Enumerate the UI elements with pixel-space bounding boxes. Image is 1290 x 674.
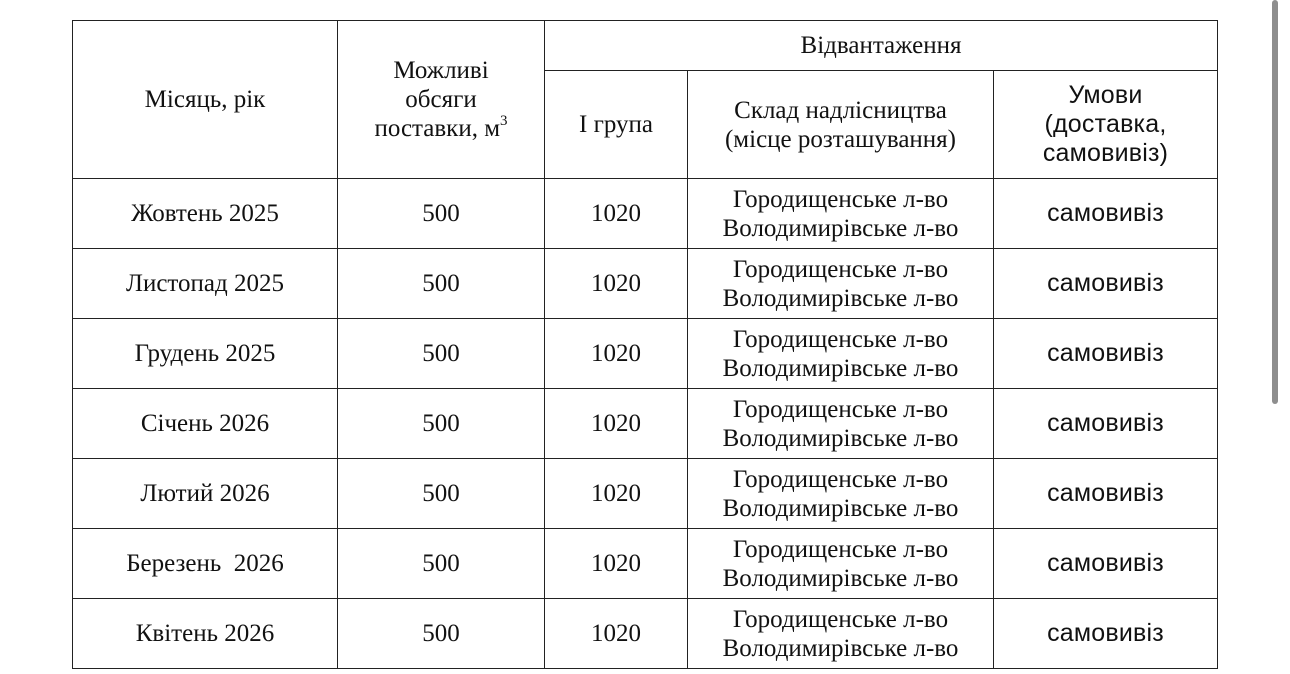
cell-month: Лютий 2026 — [73, 459, 338, 529]
header-row-top — [73, 21, 1218, 71]
table-row — [73, 459, 1218, 529]
cell-group: 1020 — [545, 529, 688, 599]
cell-month: Квітень 2026 — [73, 599, 338, 669]
cell-terms: самовивіз — [994, 389, 1218, 459]
cell-volume: 500 — [338, 529, 545, 599]
header-month: Місяць, рік — [73, 21, 338, 179]
cell-group: 1020 — [545, 599, 688, 669]
cell-terms: самовивіз — [994, 459, 1218, 529]
table-row — [73, 529, 1218, 599]
header-volume: Можливі обсяги поставки, $м^3$ — [338, 21, 545, 179]
cell-volume: 500 — [338, 249, 545, 319]
cell-volume: 500 — [338, 389, 545, 459]
cell-group: 1020 — [545, 319, 688, 389]
cell-warehouse: Городищенське л-во Володимирівське л-во — [688, 389, 994, 459]
cell-warehouse: Городищенське л-во Володимирівське л-во — [688, 599, 994, 669]
cell-volume: 500 — [338, 459, 545, 529]
cell-terms: самовивіз — [994, 599, 1218, 669]
cell-terms: самовивіз — [994, 529, 1218, 599]
cell-volume: 500 — [338, 319, 545, 389]
volume-unit-superscript: 3 — [500, 112, 508, 129]
vertical-scrollbar[interactable] — [1272, 0, 1278, 404]
cell-terms: самовивіз — [994, 319, 1218, 389]
cell-month: Березень 2026 — [73, 529, 338, 599]
header-shipment: Відвантаження — [545, 21, 1218, 71]
table-row — [73, 389, 1218, 459]
header-warehouse: Склад надлісництва (місце розташування) — [688, 71, 994, 179]
table-row — [73, 319, 1218, 389]
table-row — [73, 249, 1218, 319]
cell-group: 1020 — [545, 179, 688, 249]
header-group: І група — [545, 71, 688, 179]
table-row — [73, 179, 1218, 249]
cell-warehouse: Городищенське л-во Володимирівське л-во — [688, 179, 994, 249]
cell-terms: самовивіз — [994, 249, 1218, 319]
header-terms: Умови (доставка, самовивіз) — [994, 71, 1218, 179]
cell-warehouse: Городищенське л-во Володимирівське л-во — [688, 249, 994, 319]
cell-month: Січень 2026 — [73, 389, 338, 459]
cell-warehouse: Городищенське л-во Володимирівське л-во — [688, 319, 994, 389]
table-body — [73, 179, 1218, 669]
cell-group: 1020 — [545, 389, 688, 459]
cell-month: Грудень 2025 — [73, 319, 338, 389]
cell-volume: 500 — [338, 179, 545, 249]
cell-warehouse: Городищенське л-во Володимирівське л-во — [688, 459, 994, 529]
cell-warehouse: Городищенське л-во Володимирівське л-во — [688, 529, 994, 599]
cell-volume: 500 — [338, 599, 545, 669]
cell-group: 1020 — [545, 249, 688, 319]
supply-table — [72, 20, 1218, 669]
cell-terms: самовивіз — [994, 179, 1218, 249]
cell-month: Листопад 2025 — [73, 249, 338, 319]
cell-month: Жовтень 2025 — [73, 179, 338, 249]
table-row — [73, 599, 1218, 669]
cell-group: 1020 — [545, 459, 688, 529]
